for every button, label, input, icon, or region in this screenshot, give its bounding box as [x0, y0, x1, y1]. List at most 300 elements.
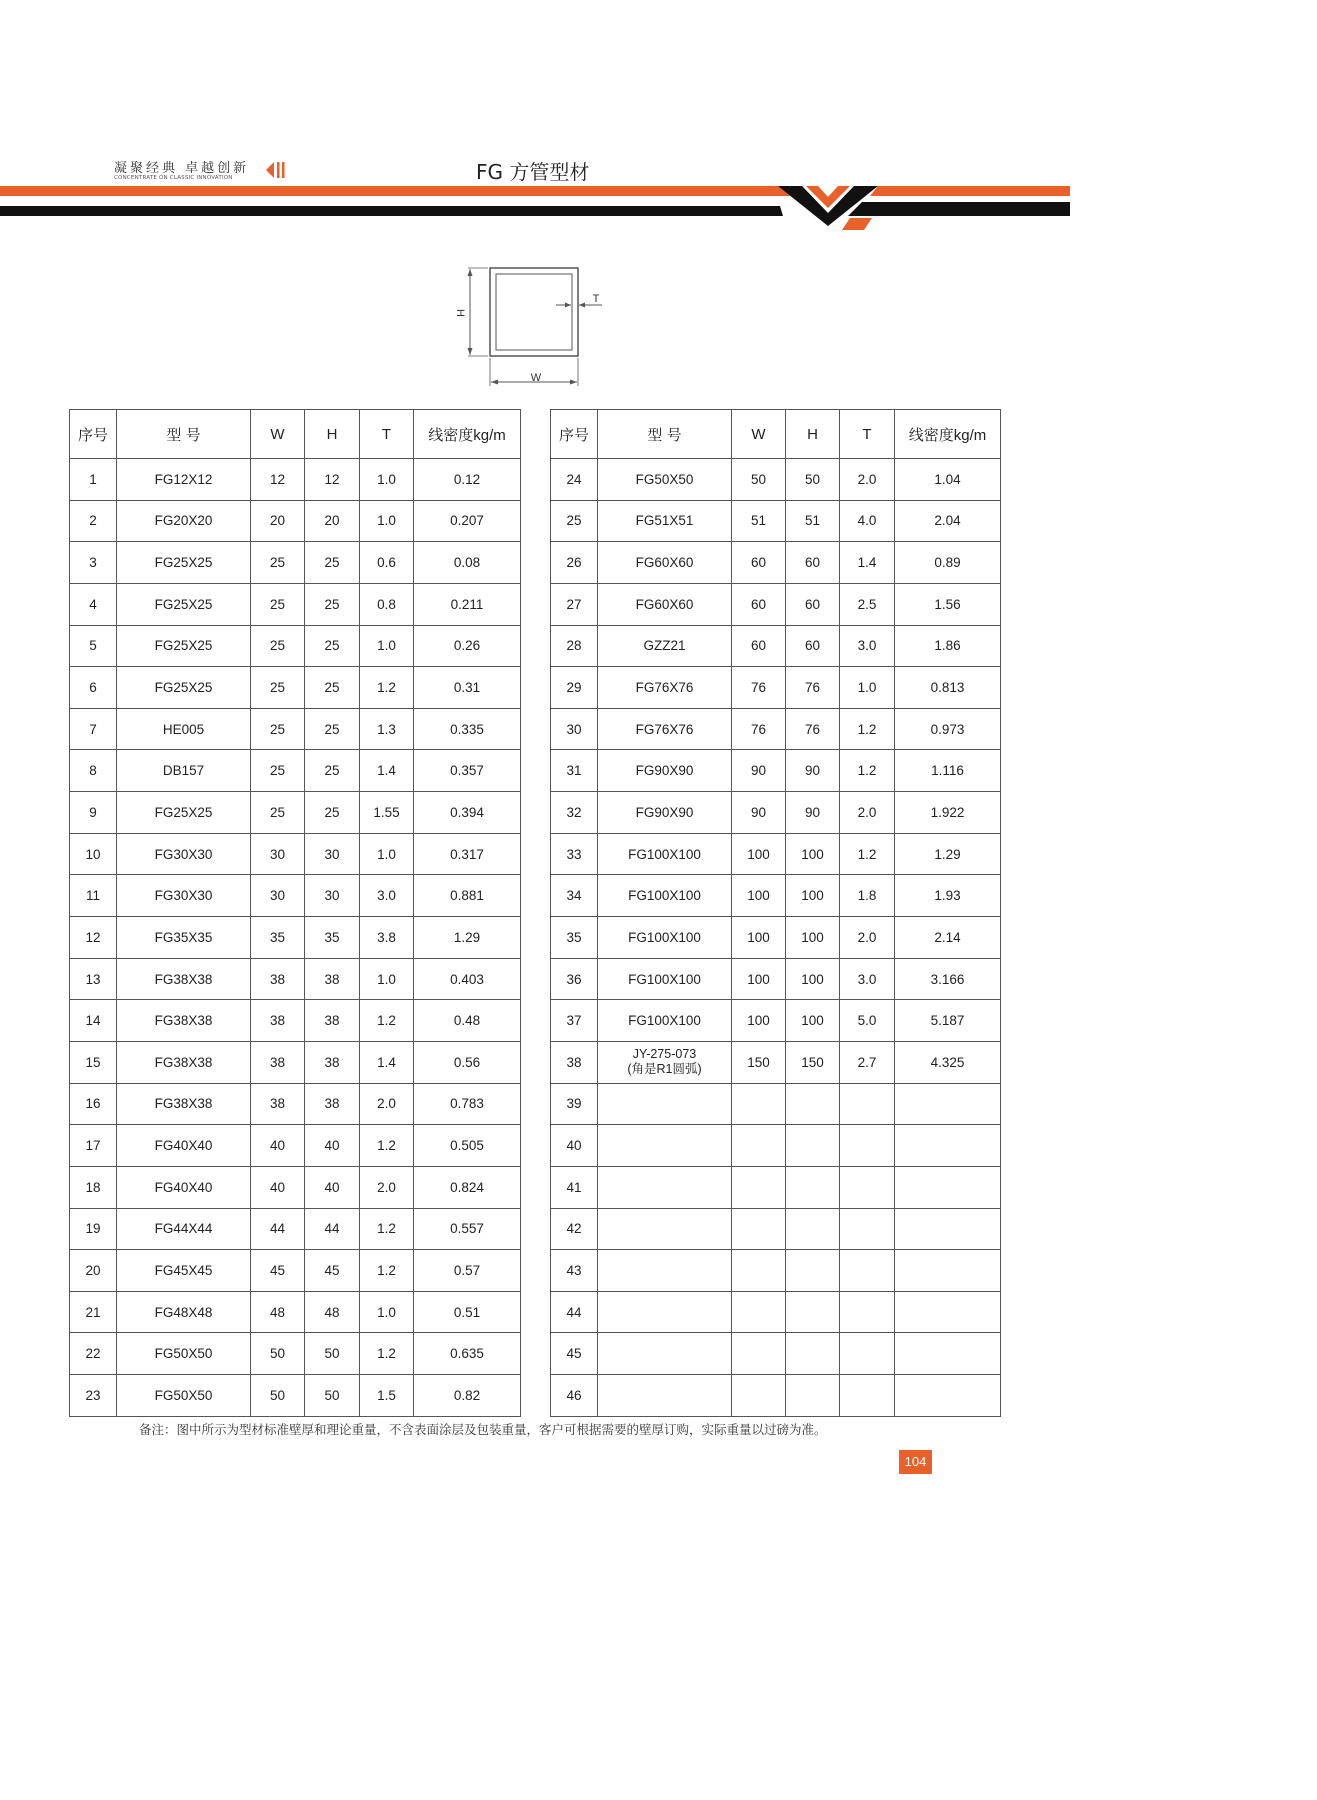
table-row [70, 1375, 521, 1417]
cell-index: 17 [70, 1125, 117, 1167]
table-row [551, 1083, 1001, 1125]
table-row [70, 667, 521, 709]
cell-linear-density: 0.26 [414, 625, 521, 667]
cell-linear-density: 0.56 [414, 1041, 521, 1083]
cell-model: FG45X45 [117, 1250, 251, 1292]
cell-index: 42 [551, 1208, 598, 1250]
table-header-row [551, 410, 1001, 459]
cell-linear-density: 0.12 [414, 459, 521, 501]
table-row [70, 1208, 521, 1250]
table-row [551, 542, 1001, 584]
cell-model: FG50X50 [598, 459, 732, 501]
cell-index: 38 [551, 1041, 598, 1083]
cell-index: 25 [551, 500, 598, 542]
cell-index: 31 [551, 750, 598, 792]
cell-width: 38 [251, 1041, 305, 1083]
cell-width: 25 [251, 708, 305, 750]
cell-thickness: 1.0 [360, 833, 414, 875]
cell-index: 40 [551, 1125, 598, 1167]
table-row [551, 1375, 1001, 1417]
cell-height: 25 [305, 667, 360, 709]
cell-thickness: 1.2 [360, 1208, 414, 1250]
cell-index: 24 [551, 459, 598, 501]
table-row [70, 459, 521, 501]
cell-linear-density: 1.56 [895, 583, 1001, 625]
cell-linear-density: 0.207 [414, 500, 521, 542]
cell-model: FG38X38 [117, 1000, 251, 1042]
table-row [551, 1208, 1001, 1250]
table-row [70, 792, 521, 834]
cell-width: 25 [251, 583, 305, 625]
cell-height: 150 [786, 1041, 840, 1083]
cell-index: 21 [70, 1291, 117, 1333]
cell-linear-density: 0.211 [414, 583, 521, 625]
cell-index: 41 [551, 1166, 598, 1208]
diagram-label-h: H [454, 309, 466, 317]
cell-model: FG100X100 [598, 875, 732, 917]
cell-index: 37 [551, 1000, 598, 1042]
cell-index: 36 [551, 958, 598, 1000]
cell-thickness: 3.0 [840, 625, 895, 667]
cell-width: 150 [732, 1041, 786, 1083]
cell-width: 50 [251, 1333, 305, 1375]
header-index: 序号 [551, 410, 598, 459]
cell-model: FG90X90 [598, 792, 732, 834]
cell-width [732, 1083, 786, 1125]
table-row [551, 875, 1001, 917]
cell-model: FG35X35 [117, 917, 251, 959]
page-number: 104 [899, 1450, 932, 1474]
cell-index: 39 [551, 1083, 598, 1125]
cell-thickness: 1.2 [360, 1250, 414, 1292]
cell-thickness: 5.0 [840, 1000, 895, 1042]
cell-thickness [840, 1291, 895, 1333]
cell-height: 25 [305, 750, 360, 792]
cell-height: 38 [305, 1041, 360, 1083]
cell-width [732, 1250, 786, 1292]
cell-model: FG76X76 [598, 667, 732, 709]
cell-height: 50 [305, 1375, 360, 1417]
cell-height: 100 [786, 958, 840, 1000]
cell-model: FG40X40 [117, 1166, 251, 1208]
cell-height: 51 [786, 500, 840, 542]
cell-linear-density [895, 1250, 1001, 1292]
table-row [70, 1000, 521, 1042]
cell-model: FG30X30 [117, 833, 251, 875]
table-row [70, 875, 521, 917]
cell-index: 11 [70, 875, 117, 917]
cell-width: 35 [251, 917, 305, 959]
cell-model: FG100X100 [598, 1000, 732, 1042]
cell-width: 38 [251, 1000, 305, 1042]
cell-index: 35 [551, 917, 598, 959]
cell-linear-density: 1.922 [895, 792, 1001, 834]
cell-thickness: 3.8 [360, 917, 414, 959]
table-row [551, 1333, 1001, 1375]
cell-width [732, 1208, 786, 1250]
cell-height: 60 [786, 542, 840, 584]
table-header-row [70, 410, 521, 459]
cell-width: 48 [251, 1291, 305, 1333]
cell-height: 38 [305, 1000, 360, 1042]
cell-width [732, 1166, 786, 1208]
cell-height: 25 [305, 708, 360, 750]
cell-linear-density [895, 1166, 1001, 1208]
header-thickness: T [360, 410, 414, 459]
cell-height: 45 [305, 1250, 360, 1292]
cell-model: FG60X60 [598, 583, 732, 625]
cell-thickness: 4.0 [840, 500, 895, 542]
cell-index: 19 [70, 1208, 117, 1250]
cell-model: DB157 [117, 750, 251, 792]
cell-linear-density: 0.82 [414, 1375, 521, 1417]
cell-width: 25 [251, 542, 305, 584]
header-thickness: T [840, 410, 895, 459]
cell-linear-density: 0.394 [414, 792, 521, 834]
cell-index: 15 [70, 1041, 117, 1083]
table-row [551, 625, 1001, 667]
table-row [551, 1000, 1001, 1042]
table-row [551, 708, 1001, 750]
cell-index: 8 [70, 750, 117, 792]
cell-height: 100 [786, 917, 840, 959]
cell-index: 44 [551, 1291, 598, 1333]
cell-linear-density [895, 1333, 1001, 1375]
table-row [551, 792, 1001, 834]
cell-width [732, 1125, 786, 1167]
cell-model: FG38X38 [117, 1083, 251, 1125]
cell-width: 50 [251, 1375, 305, 1417]
cell-thickness: 1.2 [840, 833, 895, 875]
cell-height [786, 1125, 840, 1167]
cell-width [732, 1375, 786, 1417]
cell-model: FG38X38 [117, 958, 251, 1000]
cell-thickness: 0.8 [360, 583, 414, 625]
cell-width: 100 [732, 833, 786, 875]
cell-index: 23 [70, 1375, 117, 1417]
cell-linear-density: 0.317 [414, 833, 521, 875]
cell-width: 25 [251, 750, 305, 792]
cell-model: FG12X12 [117, 459, 251, 501]
cell-width: 44 [251, 1208, 305, 1250]
cell-linear-density: 1.116 [895, 750, 1001, 792]
cell-model: HE005 [117, 708, 251, 750]
cell-model [598, 1166, 732, 1208]
cell-model: FG50X50 [117, 1375, 251, 1417]
slogan-chinese: 凝聚经典 卓越创新 [114, 161, 250, 176]
cell-thickness: 1.2 [360, 1333, 414, 1375]
cell-height: 100 [786, 875, 840, 917]
cell-index: 46 [551, 1375, 598, 1417]
cell-height: 38 [305, 1083, 360, 1125]
cell-height: 25 [305, 792, 360, 834]
cell-width: 76 [732, 667, 786, 709]
cell-index: 34 [551, 875, 598, 917]
cell-width: 100 [732, 917, 786, 959]
cell-width: 25 [251, 792, 305, 834]
cell-thickness: 2.0 [360, 1166, 414, 1208]
cell-linear-density: 4.325 [895, 1041, 1001, 1083]
table-row [70, 958, 521, 1000]
spec-table-right [550, 409, 1001, 1417]
cell-height: 100 [786, 833, 840, 875]
cell-model: FG25X25 [117, 625, 251, 667]
table-row [551, 1166, 1001, 1208]
header-index: 序号 [70, 410, 117, 459]
cell-model: FG48X48 [117, 1291, 251, 1333]
header-model: 型 号 [117, 410, 251, 459]
cell-linear-density: 3.166 [895, 958, 1001, 1000]
cell-index: 3 [70, 542, 117, 584]
cell-index: 7 [70, 708, 117, 750]
cell-linear-density: 1.04 [895, 459, 1001, 501]
cell-height: 76 [786, 667, 840, 709]
cell-model: FG40X40 [117, 1125, 251, 1167]
cell-height: 25 [305, 625, 360, 667]
cell-thickness [840, 1166, 895, 1208]
cell-index: 6 [70, 667, 117, 709]
cell-width: 60 [732, 542, 786, 584]
cell-linear-density [895, 1125, 1001, 1167]
cell-linear-density [895, 1375, 1001, 1417]
cell-model: GZZ21 [598, 625, 732, 667]
cell-model: FG60X60 [598, 542, 732, 584]
cell-thickness: 2.0 [840, 792, 895, 834]
cell-linear-density: 2.04 [895, 500, 1001, 542]
cell-height: 50 [786, 459, 840, 501]
cell-width: 51 [732, 500, 786, 542]
cell-thickness: 0.6 [360, 542, 414, 584]
table-row [70, 1125, 521, 1167]
table-row [551, 750, 1001, 792]
cell-index: 27 [551, 583, 598, 625]
table-row [70, 1041, 521, 1083]
cell-thickness [840, 1125, 895, 1167]
cell-model [598, 1375, 732, 1417]
cell-linear-density: 0.557 [414, 1208, 521, 1250]
cell-height: 35 [305, 917, 360, 959]
cell-index: 26 [551, 542, 598, 584]
cell-model: FG50X50 [117, 1333, 251, 1375]
cell-index: 45 [551, 1333, 598, 1375]
cell-index: 13 [70, 958, 117, 1000]
page-title: FG 方管型材 [476, 160, 590, 184]
cell-model: FG76X76 [598, 708, 732, 750]
cell-model: FG30X30 [117, 875, 251, 917]
table-row [70, 833, 521, 875]
cell-thickness: 1.0 [360, 459, 414, 501]
table-row [551, 1041, 1001, 1083]
cell-thickness: 1.0 [360, 625, 414, 667]
table-row [70, 750, 521, 792]
cell-linear-density: 0.973 [895, 708, 1001, 750]
cell-thickness [840, 1250, 895, 1292]
cell-height [786, 1083, 840, 1125]
cell-height [786, 1166, 840, 1208]
cell-model: FG100X100 [598, 917, 732, 959]
cell-linear-density: 0.813 [895, 667, 1001, 709]
cell-model: FG100X100 [598, 958, 732, 1000]
square-tube-cross-section-diagram [450, 262, 620, 392]
cell-index: 22 [70, 1333, 117, 1375]
cell-linear-density: 0.357 [414, 750, 521, 792]
cell-height: 25 [305, 583, 360, 625]
cell-width: 100 [732, 1000, 786, 1042]
cell-height [786, 1291, 840, 1333]
cell-thickness: 1.4 [840, 542, 895, 584]
spec-table-left [69, 409, 521, 1417]
table-row [70, 625, 521, 667]
slogan-english: CONCENTRATE ON CLASSIC INNOVATION [114, 175, 233, 181]
table-row [70, 542, 521, 584]
header-linear-density: 线密度kg/m [414, 410, 521, 459]
cell-height: 48 [305, 1291, 360, 1333]
cell-thickness: 1.4 [360, 1041, 414, 1083]
cell-thickness: 1.4 [360, 750, 414, 792]
cell-linear-density [895, 1291, 1001, 1333]
cell-width: 100 [732, 958, 786, 1000]
cell-height: 50 [305, 1333, 360, 1375]
cell-linear-density: 1.93 [895, 875, 1001, 917]
cell-model [598, 1333, 732, 1375]
cell-thickness: 1.2 [360, 1125, 414, 1167]
cell-thickness: 1.2 [840, 750, 895, 792]
cell-linear-density: 0.31 [414, 667, 521, 709]
cell-height: 60 [786, 625, 840, 667]
table-row [70, 917, 521, 959]
cell-width [732, 1333, 786, 1375]
cell-thickness [840, 1333, 895, 1375]
cell-index: 14 [70, 1000, 117, 1042]
table-row [70, 1083, 521, 1125]
cell-height [786, 1333, 840, 1375]
diagram-label-w: W [530, 372, 542, 384]
cell-model [598, 1208, 732, 1250]
cell-linear-density: 0.635 [414, 1333, 521, 1375]
cell-model: FG90X90 [598, 750, 732, 792]
cell-linear-density: 0.51 [414, 1291, 521, 1333]
cell-index: 16 [70, 1083, 117, 1125]
table-row [70, 1250, 521, 1292]
cell-width: 60 [732, 625, 786, 667]
cell-thickness: 2.5 [840, 583, 895, 625]
cell-width: 38 [251, 1083, 305, 1125]
cell-width: 25 [251, 667, 305, 709]
table-row [551, 1250, 1001, 1292]
cell-width: 90 [732, 792, 786, 834]
footnote: 备注：图中所示为型材标准壁厚和理论重量，不含表面涂层及包装重量，客户可根据需要的壁厚订购，实际重量以过磅为准。 [139, 1422, 827, 1437]
cell-model: FG25X25 [117, 583, 251, 625]
cell-thickness: 1.0 [360, 500, 414, 542]
cell-thickness: 1.0 [840, 667, 895, 709]
table-row [551, 667, 1001, 709]
cell-linear-density: 0.89 [895, 542, 1001, 584]
cell-height: 90 [786, 750, 840, 792]
diagram-label-t: T [592, 293, 600, 305]
cell-model: FG20X20 [117, 500, 251, 542]
cell-width [732, 1291, 786, 1333]
cell-index: 32 [551, 792, 598, 834]
cell-index: 43 [551, 1250, 598, 1292]
table-row [70, 500, 521, 542]
cell-index: 28 [551, 625, 598, 667]
cell-thickness: 1.2 [360, 667, 414, 709]
cell-index: 33 [551, 833, 598, 875]
cell-height: 40 [305, 1166, 360, 1208]
cell-linear-density: 0.08 [414, 542, 521, 584]
cell-width: 30 [251, 875, 305, 917]
cell-width: 40 [251, 1125, 305, 1167]
cell-thickness: 1.5 [360, 1375, 414, 1417]
cell-width: 50 [732, 459, 786, 501]
cell-linear-density: 0.783 [414, 1083, 521, 1125]
cell-index: 12 [70, 917, 117, 959]
cell-height: 25 [305, 542, 360, 584]
cell-width: 40 [251, 1166, 305, 1208]
cell-height: 60 [786, 583, 840, 625]
cell-thickness: 1.55 [360, 792, 414, 834]
cell-index: 9 [70, 792, 117, 834]
cell-model: FG25X25 [117, 542, 251, 584]
table-row [70, 583, 521, 625]
cell-index: 30 [551, 708, 598, 750]
cell-height: 76 [786, 708, 840, 750]
cell-linear-density: 0.57 [414, 1250, 521, 1292]
cell-model: FG25X25 [117, 667, 251, 709]
cell-index: 20 [70, 1250, 117, 1292]
table-row [551, 1125, 1001, 1167]
cell-height: 38 [305, 958, 360, 1000]
cell-index: 29 [551, 667, 598, 709]
cell-model: JY-275-073 (角是R1圆弧) [598, 1041, 732, 1083]
table-row [551, 958, 1001, 1000]
header-model: 型 号 [598, 410, 732, 459]
cell-width: 30 [251, 833, 305, 875]
header-banner [0, 186, 1070, 232]
cell-index: 4 [70, 583, 117, 625]
cell-thickness: 3.0 [840, 958, 895, 1000]
cell-model: FG44X44 [117, 1208, 251, 1250]
table-row [551, 583, 1001, 625]
cell-model: FG38X38 [117, 1041, 251, 1083]
cell-thickness: 1.0 [360, 958, 414, 1000]
cell-width: 76 [732, 708, 786, 750]
chevron-left-mark-icon [264, 160, 288, 180]
cell-width: 90 [732, 750, 786, 792]
cell-height [786, 1208, 840, 1250]
cell-linear-density: 0.335 [414, 708, 521, 750]
cell-height [786, 1375, 840, 1417]
cell-width: 12 [251, 459, 305, 501]
table-row [551, 459, 1001, 501]
cell-linear-density: 1.29 [895, 833, 1001, 875]
table-row [551, 833, 1001, 875]
cell-model [598, 1250, 732, 1292]
table-row [551, 917, 1001, 959]
cell-thickness: 1.0 [360, 1291, 414, 1333]
cell-linear-density: 0.881 [414, 875, 521, 917]
cell-height: 20 [305, 500, 360, 542]
cell-linear-density: 0.824 [414, 1166, 521, 1208]
cell-thickness: 2.7 [840, 1041, 895, 1083]
cell-linear-density: 2.14 [895, 917, 1001, 959]
cell-linear-density: 0.505 [414, 1125, 521, 1167]
table-row [70, 1291, 521, 1333]
cell-index: 18 [70, 1166, 117, 1208]
cell-thickness: 1.3 [360, 708, 414, 750]
cell-width: 38 [251, 958, 305, 1000]
cell-height: 44 [305, 1208, 360, 1250]
